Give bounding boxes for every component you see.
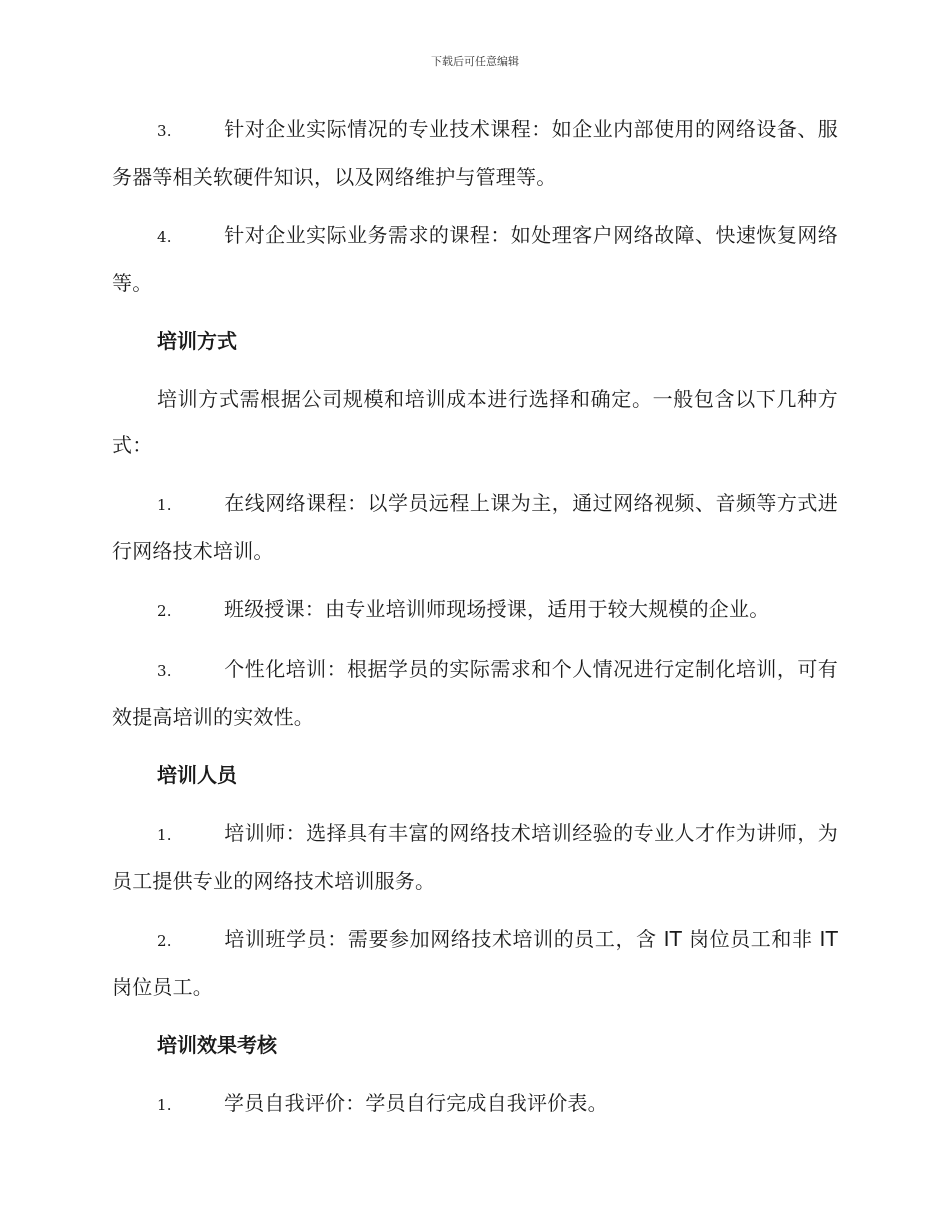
- list-number: 1.: [157, 496, 172, 514]
- document-body: [112, 106, 838, 1140]
- list-item-course-4: [112, 212, 838, 306]
- list-item-staff-2: [112, 916, 838, 1010]
- page-header: 下载后可任意编辑: [431, 55, 519, 68]
- list-item-course-3: [112, 106, 838, 200]
- list-item-text: 培训班学员：需要参加网络技术培训的员工，含 IT 岗位员工和非 IT 岗位员工。: [112, 927, 838, 999]
- list-item-method-2: [112, 586, 838, 634]
- list-number: 2.: [157, 932, 172, 950]
- list-item-text: 针对企业实际情况的专业技术课程：如企业内部使用的网络设备、服务器等相关软硬件知识，以及网络维护与管理等。: [112, 117, 838, 189]
- list-item-text: 个性化培训：根据学员的实际需求和个人情况进行定制化培训，可有效提高培训的实效性。: [112, 657, 838, 729]
- list-item-staff-1: [112, 810, 838, 904]
- section-heading-training-staff: 培训人员: [157, 763, 237, 787]
- list-item-assessment-1: [112, 1080, 838, 1128]
- section-heading-training-assessment: 培训效果考核: [157, 1033, 277, 1057]
- list-item-text: 在线网络课程：以学员远程上课为主，通过网络视频、音频等方式进行网络技术培训。: [112, 491, 838, 563]
- section-heading-training-method: 培训方式: [157, 329, 237, 353]
- list-item-method-3: [112, 646, 838, 740]
- list-number: 1.: [157, 1096, 172, 1114]
- list-number: 1.: [157, 826, 172, 844]
- paragraph-training-method-intro: 培训方式需根据公司规模和培训成本进行选择和确定。一般包含以下几种方式：: [112, 387, 838, 457]
- list-number: 4.: [157, 228, 172, 246]
- list-item-text: 培训师：选择具有丰富的网络技术培训经验的专业人才作为讲师，为员工提供专业的网络技术培训服务。: [112, 821, 838, 893]
- list-item-text: 学员自我评价：学员自行完成自我评价表。: [224, 1091, 608, 1115]
- list-item-text: 班级授课：由专业培训师现场授课，适用于较大规模的企业。: [224, 597, 770, 621]
- list-item-method-1: [112, 480, 838, 574]
- list-number: 3.: [157, 662, 172, 680]
- list-number: 2.: [157, 602, 172, 620]
- list-number: 3.: [157, 122, 172, 140]
- list-item-text: 针对企业实际业务需求的课程：如处理客户网络故障、快速恢复网络等。: [112, 223, 838, 295]
